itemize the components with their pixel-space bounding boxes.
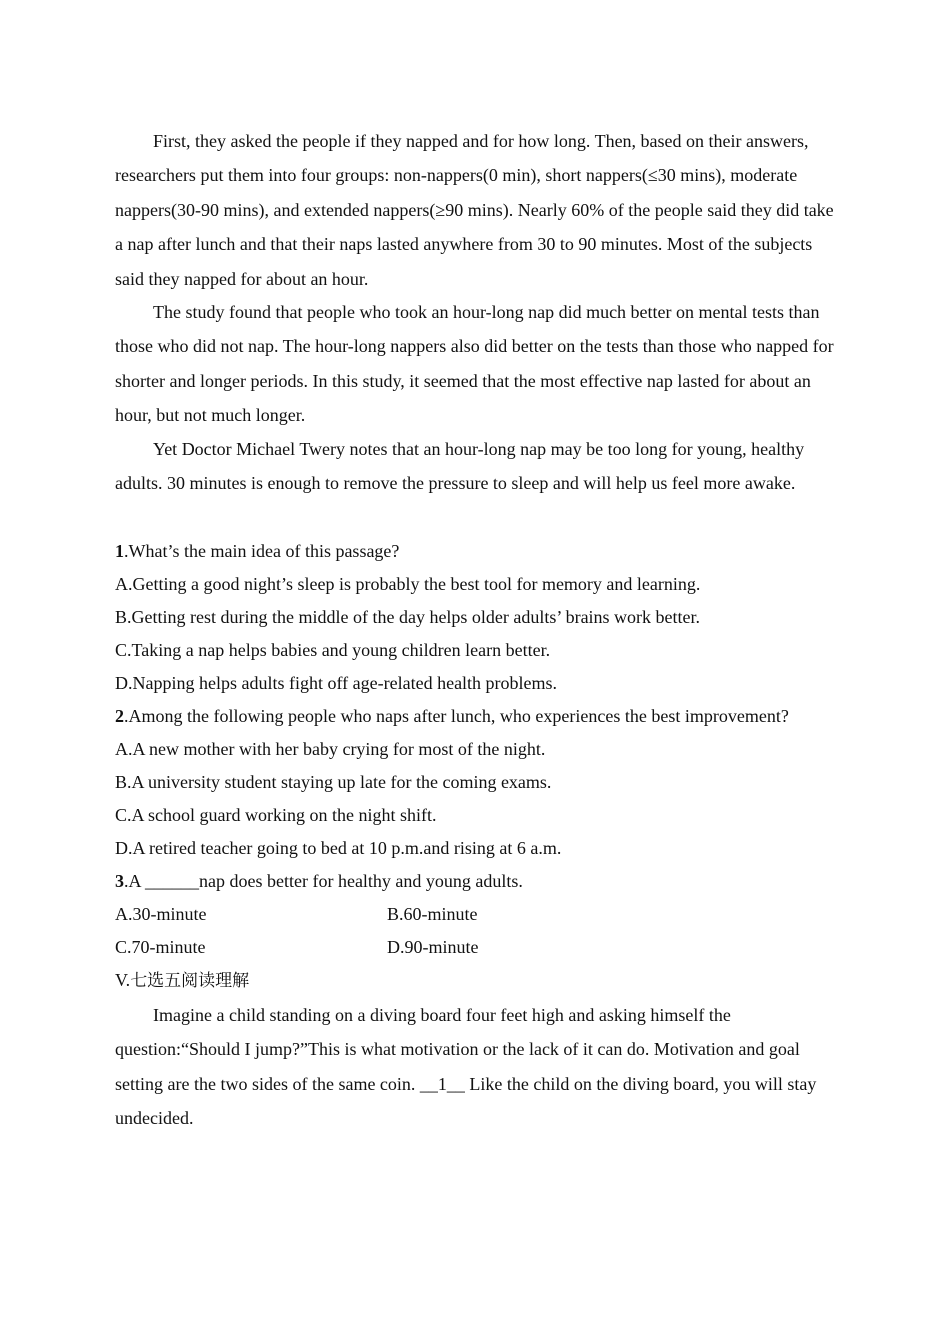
passage-paragraph-1: [115, 124, 837, 296]
question-2-option-b: B.A university student staying up late for the coming exams.: [115, 772, 552, 792]
question-3-option-d: D.90-minute: [387, 937, 479, 957]
passage-paragraph-3: [115, 432, 837, 501]
question-2-option-d: D.A retired teacher going to bed at 10 p.m.and rising at 6 a.m.: [115, 838, 562, 858]
blank-1: __1__: [419, 1073, 465, 1094]
question-number: 3: [115, 871, 124, 891]
question-1-option-d: D.Napping helps adults fight off age-related health problems.: [115, 673, 558, 693]
question-1-stem: [115, 539, 837, 563]
passage-paragraph-2: [115, 295, 837, 433]
question-3-option-c: C.70-minute: [115, 937, 206, 957]
section-paragraph-text: Imagine a child standing on a diving board four feet high and asking himself the question:“Should I jump?”This is what motivation or the lack of it can do. Motivation and goal setting are the two sides of the same coin.: [115, 1005, 800, 1094]
passage-paragraph-2-text: The study found that people who took an hour-long nap did much better on mental tests than those who did not nap. The hour-long nappers also did better on the tests than those who napped for shorter and longer periods. In this study, it seemed that the most effective nap lasted for about an hour, but not much longer.: [115, 302, 834, 426]
question-2-option-a: A.A new mother with her baby crying for most of the night.: [115, 739, 546, 759]
section-paragraph-text-after: Like the child on the diving board, you will stay undecided.: [115, 1073, 817, 1129]
question-3-option-b: B.60-minute: [387, 904, 478, 924]
question-1-option-c: C.Taking a nap helps babies and young children learn better.: [115, 640, 551, 660]
question-1-option-a: A.Getting a good night’s sleep is probably the best tool for memory and learning.: [115, 574, 701, 594]
section-heading-title: 七选五阅读理解: [130, 971, 250, 991]
question-number: 2: [115, 706, 124, 726]
question-stem-text: .What’s the main idea of this passage?: [124, 541, 400, 561]
question-stem-text: .Among the following people who naps after lunch, who experiences the best improvement?: [124, 706, 789, 726]
question-3-stem: [115, 869, 837, 893]
section-heading-prefix: V.: [115, 970, 131, 990]
passage-paragraph-1-text: First, they asked the people if they napped and for how long. Then, based on their answers, researchers put them into four groups: non-nappers(0 min), short nappers(≤30 mins), moderate nappers(30-90 mins), and extended nappers(≥90 mins). Nearly 60% of the people said they did take a nap after lunch and that their naps lasted anywhere from 30 to 90 minutes. Most of the subjects said they napped for about an hour.: [115, 131, 834, 289]
question-stem-text: .A ______nap does better for healthy and young adults.: [124, 871, 523, 891]
question-2-stem: [115, 704, 837, 728]
question-3-option-a: A.30-minute: [115, 904, 207, 924]
question-number: 1: [115, 541, 124, 561]
question-2-option-c: C.A school guard working on the night shift.: [115, 805, 437, 825]
passage-paragraph-3-text: Yet Doctor Michael Twery notes that an hour-long nap may be too long for young, healthy adults. 30 minutes is enough to remove the pressure to sleep and will help us feel more awake.: [115, 439, 805, 494]
question-1-option-b: B.Getting rest during the middle of the day helps older adults’ brains work better.: [115, 607, 701, 627]
section-paragraph: [115, 998, 837, 1136]
section-heading: [115, 968, 837, 993]
